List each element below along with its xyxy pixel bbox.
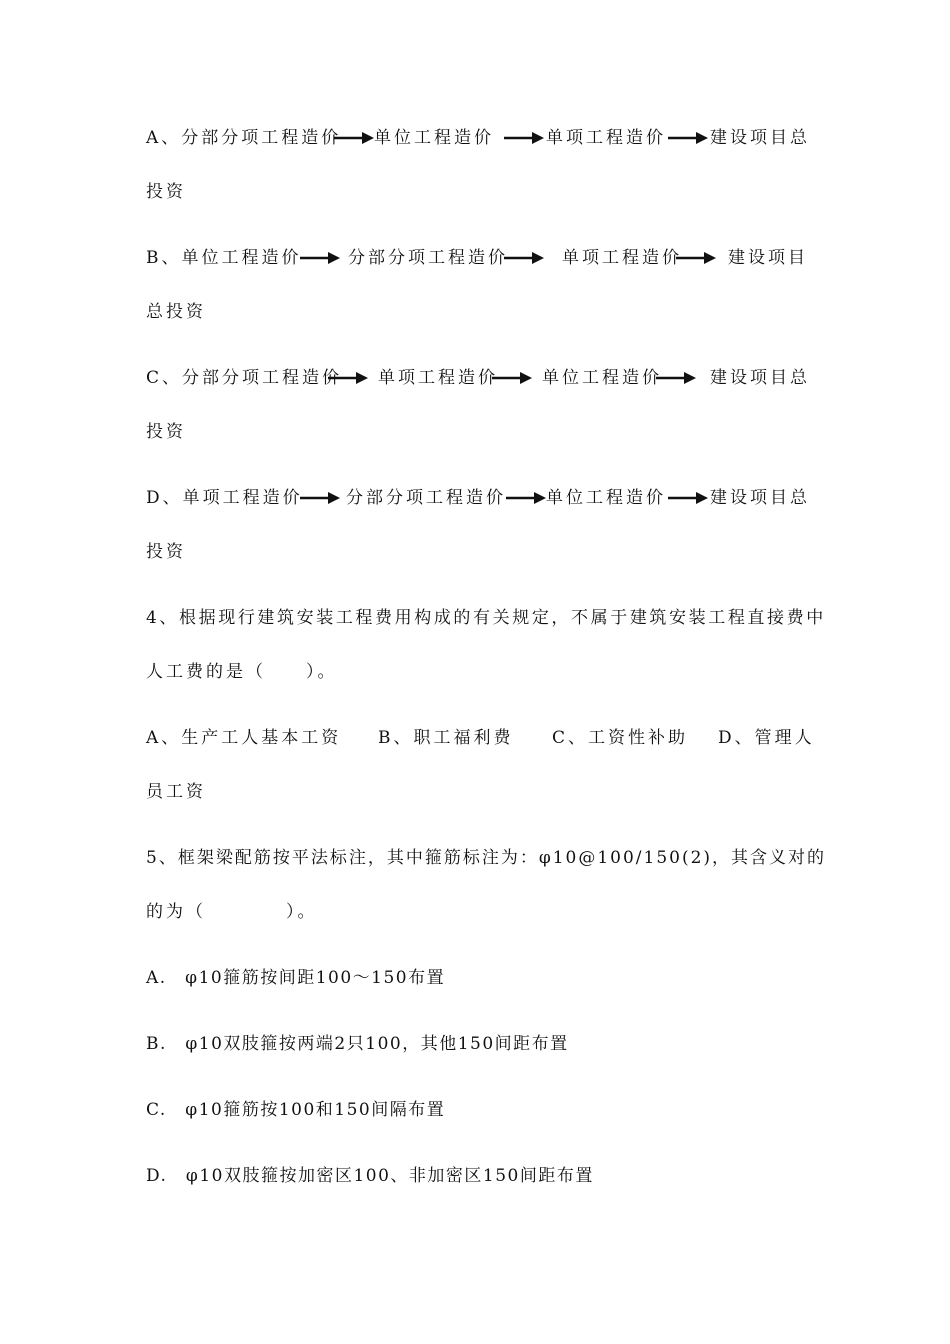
arrow-right-icon bbox=[300, 251, 340, 265]
arrow-right-icon bbox=[328, 371, 368, 385]
option-c-step-1: C、分部分项工程造价 bbox=[146, 368, 343, 388]
question-4-stem-continuation: 人工费的是（ ）。 bbox=[146, 662, 338, 682]
option-b-step-4: 建设项目 bbox=[728, 248, 808, 268]
option-c-sequence bbox=[146, 367, 816, 389]
arrow-right-icon bbox=[676, 251, 716, 265]
arrow-right-icon bbox=[504, 251, 544, 265]
arrow-right-icon bbox=[300, 491, 340, 505]
option-d-step-2: 分部分项工程造价 bbox=[346, 488, 506, 508]
option-b-step-2: 分部分项工程造价 bbox=[348, 248, 508, 268]
question-4-option-d-continuation: 员工资 bbox=[146, 782, 206, 802]
question-5-option-c: C. φ10箍筋按100和150间隔布置 bbox=[146, 1100, 446, 1120]
option-a-step-3: 单项工程造价 bbox=[546, 128, 666, 148]
arrow-right-icon bbox=[504, 131, 544, 145]
option-c-step-2: 单项工程造价 bbox=[378, 368, 498, 388]
question-5-option-b: B. φ10双肢箍按两端2只100，其他150间距布置 bbox=[146, 1034, 569, 1054]
question-4-option-c: C、工资性补助 bbox=[552, 728, 689, 748]
arrow-right-icon bbox=[492, 371, 532, 385]
option-d-step-4: 建设项目总 bbox=[710, 488, 810, 508]
question-4-options bbox=[146, 727, 816, 749]
option-a-step-2: 单位工程造价 bbox=[374, 128, 494, 148]
option-c-step-3: 单位工程造价 bbox=[542, 368, 662, 388]
question-4-option-b: B、职工福利费 bbox=[378, 728, 514, 748]
arrow-right-icon bbox=[668, 491, 708, 505]
option-b-step-1: B、单位工程造价 bbox=[146, 248, 302, 268]
question-5-stem: 5、框架梁配筋按平法标注，其中箍筋标注为：φ10@100/150(2)，其含义对的 bbox=[146, 848, 827, 868]
arrow-right-icon bbox=[656, 371, 696, 385]
question-5-stem-continuation: 的为（ ）。 bbox=[146, 902, 318, 922]
option-a-sequence bbox=[146, 127, 816, 149]
option-c-continuation: 投资 bbox=[146, 422, 186, 442]
option-b-sequence bbox=[146, 247, 816, 269]
option-a-step-4: 建设项目总 bbox=[710, 128, 810, 148]
option-a-continuation: 投资 bbox=[146, 182, 186, 202]
arrow-right-icon bbox=[506, 491, 546, 505]
question-4-option-d: D、管理人 bbox=[718, 728, 815, 748]
arrow-right-icon bbox=[668, 131, 708, 145]
option-d-sequence bbox=[146, 487, 816, 509]
option-b-continuation: 总投资 bbox=[146, 302, 206, 322]
option-d-continuation: 投资 bbox=[146, 542, 186, 562]
question-5-option-d: D. φ10双肢箍按加密区100、非加密区150间距布置 bbox=[146, 1166, 594, 1186]
option-c-step-4: 建设项目总 bbox=[710, 368, 810, 388]
option-d-step-3: 单位工程造价 bbox=[546, 488, 666, 508]
arrow-right-icon bbox=[334, 131, 374, 145]
question-5-option-a: A. φ10箍筋按间距100～150布置 bbox=[146, 968, 446, 988]
question-4-option-a: A、生产工人基本工资 bbox=[146, 728, 342, 748]
option-a-step-1: A、分部分项工程造价 bbox=[146, 128, 342, 148]
question-4-stem: 4、根据现行建筑安装工程费用构成的有关规定，不属于建筑安装工程直接费中 bbox=[146, 608, 826, 628]
option-d-step-1: D、单项工程造价 bbox=[146, 488, 303, 508]
option-b-step-3: 单项工程造价 bbox=[562, 248, 682, 268]
